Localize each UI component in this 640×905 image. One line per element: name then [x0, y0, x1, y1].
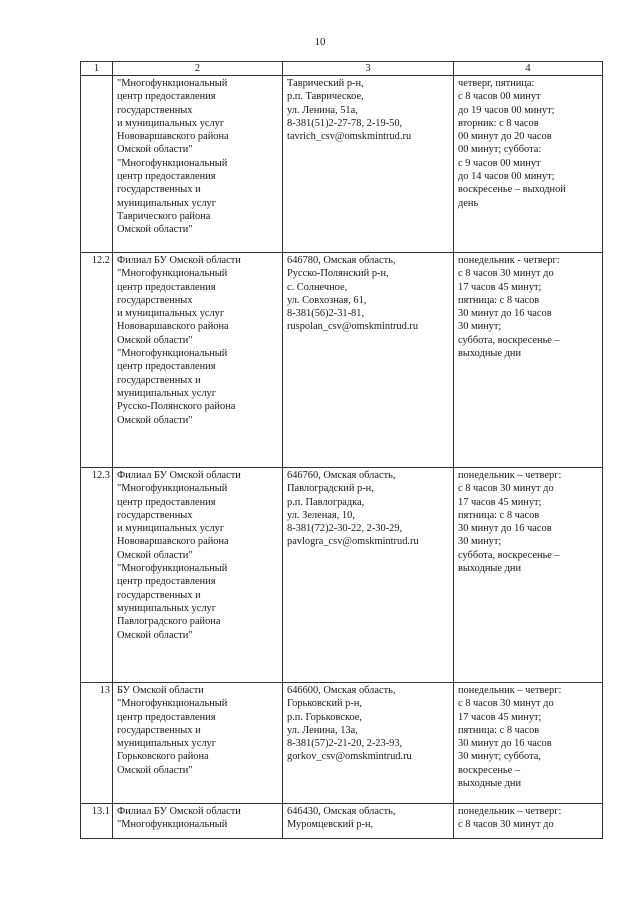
organization-name-line: центр предоставления [117, 171, 216, 183]
organization-name-line: Нововаршавского района [117, 131, 229, 143]
address-contacts-line: Русско-Полянский р-н, [287, 268, 389, 280]
organization-name-line: Филиал БУ Омской области [117, 806, 241, 817]
working-hours-line: до 14 часов 00 минут; [458, 171, 555, 183]
organization-name-line: центр предоставления [117, 361, 216, 373]
working-hours-line: с 8 часов 30 минут до [458, 268, 554, 280]
organization-name-line: муниципальных услуг [117, 387, 216, 399]
working-hours-cell [454, 253, 603, 468]
address-contacts-line: ruspolan_csv@omskmintrud.ru [287, 321, 419, 333]
organization-name-line: муниципальных услуг [117, 602, 216, 614]
organization-name-line: государственных [117, 104, 193, 116]
organization-name-line: государственных и [117, 589, 201, 601]
header-cell: 1 [81, 62, 113, 76]
working-hours-line: 30 минут; суббота, [458, 751, 541, 763]
address-contacts-line: 646430, Омская область, [287, 806, 396, 817]
working-hours-line: с 8 часов 30 минут до [458, 483, 554, 495]
page-number: 10 [314, 36, 326, 48]
organization-name-line: "Многофункциональный [117, 268, 228, 280]
address-contacts-line: Муромцевский р-н, [287, 819, 374, 831]
working-hours-line: пятница: с 8 часов [458, 509, 540, 521]
organization-name-line: центр предоставления [117, 576, 216, 588]
header-cell: 3 [283, 62, 454, 76]
working-hours-cell [454, 76, 603, 253]
address-contacts-cell [283, 683, 454, 804]
working-hours-line: суббота, воскресенье – [458, 549, 560, 561]
organization-name-line: государственных [117, 509, 193, 521]
address-contacts-line: 646760, Омская область, [287, 470, 396, 481]
row-number: 13 [81, 683, 113, 804]
organization-name-line: Филиал БУ Омской области [117, 470, 241, 481]
address-contacts-cell [283, 253, 454, 468]
organization-name-line: Русско-Полянского района [117, 401, 236, 413]
organization-name-line: "Многофункциональный [117, 563, 228, 575]
organization-name-line: Омской области" [117, 764, 193, 776]
organization-name-line: государственных [117, 294, 193, 306]
working-hours-line: с 8 часов 30 минут до [458, 698, 554, 710]
organization-name-cell [113, 253, 283, 468]
working-hours-cell [454, 468, 603, 683]
organization-name-cell [113, 683, 283, 804]
organization-name-line: Омской области" [117, 629, 193, 641]
row-number [81, 76, 113, 253]
organization-name-line: "Многофункциональный [117, 698, 228, 710]
organization-name-line: и муниципальных услуг [117, 523, 225, 535]
working-hours-line: понедельник – четверг: [458, 470, 562, 481]
working-hours-line: с 9 часов 00 минут [458, 157, 541, 169]
organization-name-line: "Многофункциональный [117, 78, 228, 89]
working-hours-line: вторник: с 8 часов [458, 117, 539, 129]
organization-name-line: "Многофункциональный [117, 157, 228, 169]
organization-name-line: Нововаршавского района [117, 321, 229, 333]
working-hours-line: 30 минут до 16 часов [458, 308, 552, 320]
working-hours-line: до 19 часов 00 минут; [458, 104, 555, 116]
working-hours-line: пятница: с 8 часов [458, 294, 540, 306]
row-number: 12.3 [81, 468, 113, 683]
organization-name-line: Омской области" [117, 224, 193, 236]
organization-name-line: "Многофункциональный [117, 483, 228, 495]
address-contacts-line: 8-381(51)2-27-78, 2-19-50, [287, 117, 403, 129]
address-contacts-cell [283, 76, 454, 253]
table-row [81, 804, 603, 839]
working-hours-line: воскресенье – [458, 764, 521, 776]
organization-name-line: муниципальных услуг [117, 197, 216, 209]
address-contacts-line: gorkov_csv@omskmintrud.ru [287, 751, 412, 763]
organization-name-line: государственных и [117, 184, 201, 196]
address-contacts-line: ул. Зеленая, 10, [287, 509, 355, 521]
working-hours-line: 00 минут; суббота: [458, 144, 542, 156]
address-contacts-line: р.п. Таврическое, [287, 91, 364, 103]
organization-name-line: центр предоставления [117, 91, 216, 103]
address-contacts-line: 646600, Омская область, [287, 685, 396, 696]
working-hours-line: 30 минут до 16 часов [458, 738, 552, 750]
organization-name-line: Омской области" [117, 334, 193, 346]
organization-name-line: и муниципальных услуг [117, 117, 225, 129]
working-hours-line: 30 минут до 16 часов [458, 523, 552, 535]
organization-name-line: "Многофункциональный [117, 348, 228, 360]
table-row [81, 253, 603, 468]
row-number: 13.1 [81, 804, 113, 839]
working-hours-line: с 8 часов 00 минут [458, 91, 541, 103]
working-hours-line: суббота, воскресенье – [458, 334, 560, 346]
organization-name-line: Павлоградского района [117, 616, 221, 628]
working-hours-line: воскресенье – выходной [458, 184, 566, 196]
organization-name-line: Нововаршавского района [117, 536, 229, 548]
address-contacts-line: Павлоградский р-н, [287, 483, 374, 495]
table-row [81, 468, 603, 683]
services-table [80, 61, 603, 839]
address-contacts-line: Горьковский р-н, [287, 698, 362, 710]
address-contacts-line: pavlogra_csv@omskmintrud.ru [287, 536, 419, 548]
table-row [81, 76, 603, 253]
working-hours-line: понедельник - четверг: [458, 255, 560, 266]
address-contacts-line: tavrich_csv@omskmintrud.ru [287, 131, 412, 143]
row-number: 12.2 [81, 253, 113, 468]
working-hours-line: 30 минут; [458, 536, 502, 548]
header-row [81, 62, 603, 76]
organization-name-line: центр предоставления [117, 496, 216, 508]
header-cell: 4 [454, 62, 603, 76]
address-contacts-line: 8-381(57)2-21-20, 2-23-93, [287, 738, 403, 750]
organization-name-line: "Многофункциональный [117, 819, 228, 831]
address-contacts-line: ул. Совхозная, 61, [287, 294, 367, 306]
working-hours-line: 17 часов 45 минут; [458, 711, 542, 723]
organization-name-cell [113, 468, 283, 683]
address-contacts-line: р.п. Горьковское, [287, 711, 362, 723]
organization-name-line: муниципальных услуг [117, 738, 216, 750]
working-hours-line: с 8 часов 30 минут до [458, 819, 554, 831]
address-contacts-line: 646780, Омская область, [287, 255, 396, 266]
address-contacts-line: с. Солнечное, [287, 281, 348, 293]
address-contacts-cell [283, 468, 454, 683]
working-hours-line: выходные дни [458, 563, 522, 575]
organization-name-line: государственных и [117, 724, 201, 736]
working-hours-line: выходные дни [458, 778, 522, 790]
organization-name-line: БУ Омской области [117, 685, 204, 696]
working-hours-line: 30 минут; [458, 321, 502, 333]
working-hours-line: понедельник – четверг: [458, 685, 562, 696]
working-hours-line: пятница: с 8 часов [458, 724, 540, 736]
header-cell: 2 [113, 62, 283, 76]
working-hours-line: 17 часов 45 минут; [458, 496, 542, 508]
organization-name-line: Филиал БУ Омской области [117, 255, 241, 266]
working-hours-line: выходные дни [458, 348, 522, 360]
organization-name-line: государственных и [117, 374, 201, 386]
organization-name-line: Горьковского района [117, 751, 209, 763]
address-contacts-cell [283, 804, 454, 839]
working-hours-line: четверг, пятница: [458, 78, 535, 89]
organization-name-cell [113, 76, 283, 253]
address-contacts-line: 8-381(56)2-31-81, [287, 308, 365, 320]
address-contacts-line: Таврический р-н, [287, 78, 364, 89]
organization-name-line: Омской области" [117, 144, 193, 156]
working-hours-cell [454, 683, 603, 804]
organization-name-line: Таврического района [117, 210, 211, 222]
organization-name-line: центр предоставления [117, 711, 216, 723]
table-row [81, 683, 603, 804]
working-hours-line: день [458, 197, 479, 209]
organization-name-line: Омской области" [117, 414, 193, 426]
address-contacts-line: ул. Ленина, 51а, [287, 104, 358, 116]
working-hours-line: 00 минут до 20 часов [458, 131, 552, 143]
address-contacts-line: 8-381(72)2-30-22, 2-30-29, [287, 523, 403, 535]
working-hours-line: понедельник – четверг: [458, 806, 562, 817]
address-contacts-line: р.п. Павлоградка, [287, 496, 365, 508]
organization-name-line: и муниципальных услуг [117, 308, 225, 320]
address-contacts-line: ул. Ленина, 13а, [287, 724, 358, 736]
working-hours-line: 17 часов 45 минут; [458, 281, 542, 293]
working-hours-cell [454, 804, 603, 839]
organization-name-line: Омской области" [117, 549, 193, 561]
organization-name-cell [113, 804, 283, 839]
organization-name-line: центр предоставления [117, 281, 216, 293]
